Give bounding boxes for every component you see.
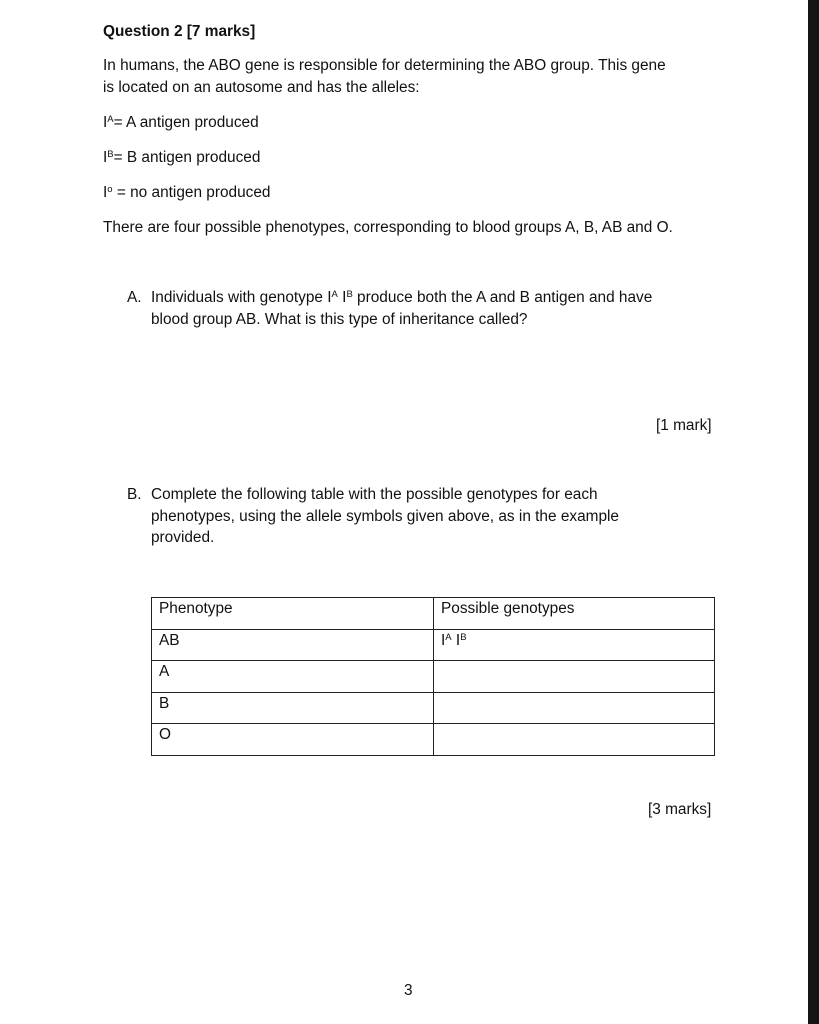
phenotype-cell: A xyxy=(152,661,434,693)
phenotypes-sentence: There are four possible phenotypes, corresponding to blood groups A, B, AB and O. xyxy=(103,219,673,236)
table-row xyxy=(152,661,715,693)
part-b-marks: [3 marks] xyxy=(648,801,712,818)
part-b-line-1: Complete the following table with the possible genotypes for each xyxy=(151,486,598,503)
part-a-label: A. xyxy=(127,289,142,306)
header-phenotype: Phenotype xyxy=(152,598,434,630)
part-a-marks: [1 mark] xyxy=(656,417,712,434)
genotype-cell[interactable]: $I^A$ $I^B$ xyxy=(434,629,715,661)
genotype-cell[interactable] xyxy=(434,692,715,724)
header-genotypes: Possible genotypes xyxy=(434,598,715,630)
page-number: 3 xyxy=(404,982,413,999)
intro-line-2: is located on an autosome and has the alleles: xyxy=(103,79,420,96)
question-heading: Question 2 [7 marks] xyxy=(103,23,256,40)
allele-a: $I^A= A$ antigen produced xyxy=(103,114,259,131)
genotype-cell[interactable] xyxy=(434,661,715,693)
table-header-row xyxy=(152,598,715,630)
allele-o: $I^o$ = no antigen produced xyxy=(103,184,271,201)
genotype-cell[interactable] xyxy=(434,724,715,756)
table-row xyxy=(152,692,715,724)
phenotype-cell: O xyxy=(152,724,434,756)
part-a-line-2: blood group AB. What is this type of inheritance called? xyxy=(151,311,528,328)
phenotype-cell: B xyxy=(152,692,434,724)
part-a-line-1: Individuals with genotype $I^A$ $I^B$ produce both the A and B antigen and have xyxy=(151,289,653,306)
part-b-line-2: phenotypes, using the allele symbols given above, as in the example xyxy=(151,508,619,525)
part-b-label: B. xyxy=(127,486,142,503)
intro-line-1: In humans, the ABO gene is responsible for determining the ABO group. This gene xyxy=(103,57,666,74)
genotype-table xyxy=(151,597,715,756)
phenotype-cell: AB xyxy=(152,629,434,661)
part-b-line-3: provided. xyxy=(151,529,215,546)
table-row xyxy=(152,724,715,756)
table-row xyxy=(152,629,715,661)
allele-b: $I^B= B$ antigen produced xyxy=(103,149,261,166)
